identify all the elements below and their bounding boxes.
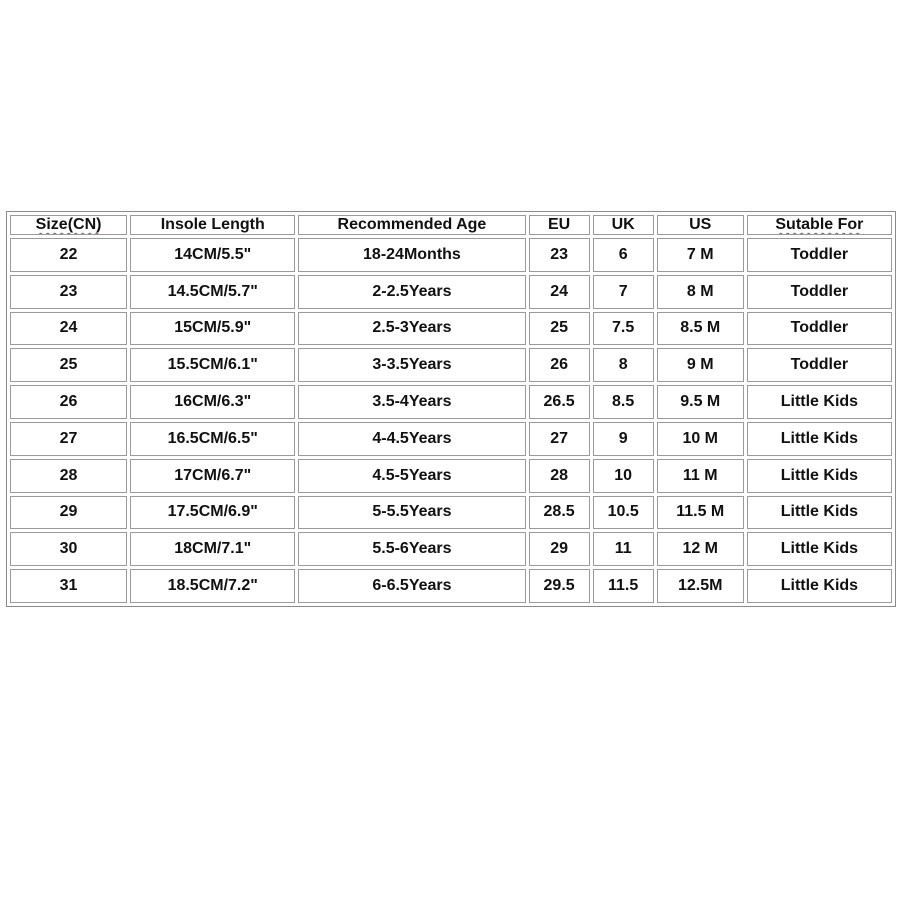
cell-size-cn: 30 xyxy=(10,532,127,566)
cell-suitable-for: Little Kids xyxy=(747,385,892,419)
cell-recommended-age: 6-6.5Years xyxy=(298,569,525,603)
cell-suitable-for: Toddler xyxy=(747,238,892,272)
header-eu: EU xyxy=(529,215,590,235)
cell-uk: 10 xyxy=(593,459,654,493)
cell-us: 11 M xyxy=(657,459,744,493)
cell-size-cn: 24 xyxy=(10,312,127,346)
cell-recommended-age: 5.5-6Years xyxy=(298,532,525,566)
table-row xyxy=(10,238,892,272)
cell-eu: 29.5 xyxy=(529,569,590,603)
cell-insole-length: 18CM/7.1" xyxy=(130,532,295,566)
table-row xyxy=(10,422,892,456)
table-row xyxy=(10,348,892,382)
cell-insole-length: 14.5CM/5.7" xyxy=(130,275,295,309)
cell-recommended-age: 18-24Months xyxy=(298,238,525,272)
cell-suitable-for: Toddler xyxy=(747,312,892,346)
table-row xyxy=(10,275,892,309)
cell-insole-length: 17CM/6.7" xyxy=(130,459,295,493)
cell-insole-length: 18.5CM/7.2" xyxy=(130,569,295,603)
header-size-cn: Size(CN) xyxy=(10,215,127,235)
cell-uk: 11.5 xyxy=(593,569,654,603)
cell-us: 11.5 M xyxy=(657,496,744,530)
cell-us: 9.5 M xyxy=(657,385,744,419)
cell-insole-length: 16.5CM/6.5" xyxy=(130,422,295,456)
cell-us: 12.5M xyxy=(657,569,744,603)
size-table xyxy=(7,212,895,606)
cell-recommended-age: 2.5-3Years xyxy=(298,312,525,346)
cell-us: 9 M xyxy=(657,348,744,382)
cell-insole-length: 15CM/5.9" xyxy=(130,312,295,346)
table-row xyxy=(10,459,892,493)
cell-suitable-for: Toddler xyxy=(747,275,892,309)
size-chart xyxy=(6,211,896,607)
cell-insole-length: 14CM/5.5" xyxy=(130,238,295,272)
cell-suitable-for: Little Kids xyxy=(747,569,892,603)
cell-uk: 11 xyxy=(593,532,654,566)
cell-uk: 8.5 xyxy=(593,385,654,419)
cell-eu: 25 xyxy=(529,312,590,346)
cell-eu: 23 xyxy=(529,238,590,272)
cell-size-cn: 27 xyxy=(10,422,127,456)
header-us: US xyxy=(657,215,744,235)
cell-eu: 27 xyxy=(529,422,590,456)
cell-recommended-age: 5-5.5Years xyxy=(298,496,525,530)
cell-uk: 7.5 xyxy=(593,312,654,346)
cell-uk: 10.5 xyxy=(593,496,654,530)
cell-recommended-age: 4.5-5Years xyxy=(298,459,525,493)
cell-suitable-for: Little Kids xyxy=(747,422,892,456)
header-suitable-for: Sutable For xyxy=(747,215,892,235)
cell-insole-length: 17.5CM/6.9" xyxy=(130,496,295,530)
cell-us: 10 M xyxy=(657,422,744,456)
cell-suitable-for: Little Kids xyxy=(747,496,892,530)
header-row xyxy=(10,215,892,235)
cell-us: 7 M xyxy=(657,238,744,272)
cell-eu: 28.5 xyxy=(529,496,590,530)
table-row xyxy=(10,532,892,566)
cell-size-cn: 25 xyxy=(10,348,127,382)
cell-uk: 9 xyxy=(593,422,654,456)
cell-recommended-age: 2-2.5Years xyxy=(298,275,525,309)
table-body xyxy=(10,238,892,603)
cell-insole-length: 15.5CM/6.1" xyxy=(130,348,295,382)
cell-eu: 26 xyxy=(529,348,590,382)
cell-uk: 6 xyxy=(593,238,654,272)
cell-recommended-age: 4-4.5Years xyxy=(298,422,525,456)
table-row xyxy=(10,569,892,603)
cell-us: 12 M xyxy=(657,532,744,566)
header-uk: UK xyxy=(593,215,654,235)
cell-suitable-for: Little Kids xyxy=(747,459,892,493)
cell-size-cn: 22 xyxy=(10,238,127,272)
cell-size-cn: 28 xyxy=(10,459,127,493)
header-insole-length: Insole Length xyxy=(130,215,295,235)
cell-size-cn: 31 xyxy=(10,569,127,603)
cell-recommended-age: 3-3.5Years xyxy=(298,348,525,382)
table-row xyxy=(10,385,892,419)
cell-us: 8 M xyxy=(657,275,744,309)
cell-size-cn: 26 xyxy=(10,385,127,419)
cell-eu: 28 xyxy=(529,459,590,493)
cell-uk: 7 xyxy=(593,275,654,309)
cell-size-cn: 29 xyxy=(10,496,127,530)
cell-suitable-for: Little Kids xyxy=(747,532,892,566)
cell-eu: 26.5 xyxy=(529,385,590,419)
table-row xyxy=(10,496,892,530)
cell-uk: 8 xyxy=(593,348,654,382)
cell-suitable-for: Toddler xyxy=(747,348,892,382)
cell-insole-length: 16CM/6.3" xyxy=(130,385,295,419)
cell-recommended-age: 3.5-4Years xyxy=(298,385,525,419)
header-recommended-age: Recommended Age xyxy=(298,215,525,235)
cell-eu: 29 xyxy=(529,532,590,566)
cell-eu: 24 xyxy=(529,275,590,309)
cell-size-cn: 23 xyxy=(10,275,127,309)
table-row xyxy=(10,312,892,346)
cell-us: 8.5 M xyxy=(657,312,744,346)
